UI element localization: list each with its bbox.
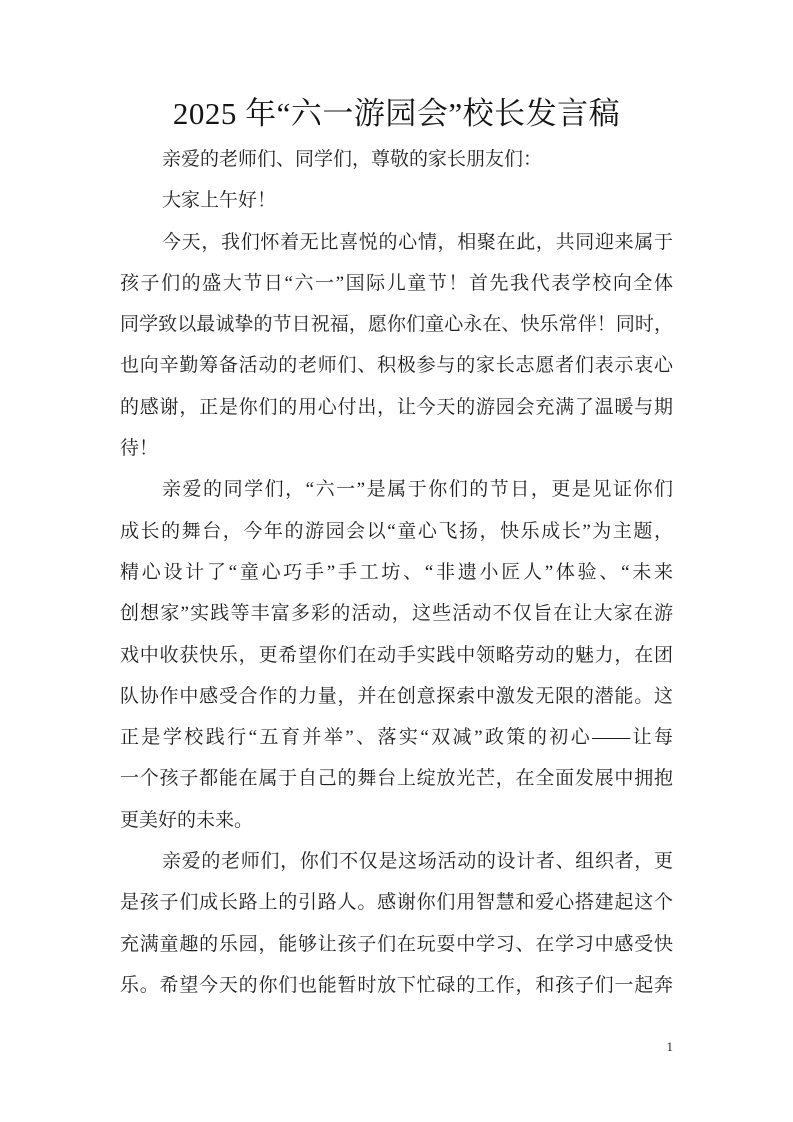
text-line: 乐。希望今天的你们也能暂时放下忙碌的工作，和孩子们一起奔 bbox=[120, 974, 673, 996]
text-line: 大家上午好！ bbox=[162, 190, 277, 212]
text-line: 待！ bbox=[120, 438, 159, 460]
text-line: 孩子们的盛大节日“六一”国际儿童节！首先我代表学校向全体 bbox=[120, 272, 673, 294]
text-line: 亲爱的同学们，“六一”是属于你们的节日，更是见证你们 bbox=[162, 479, 673, 501]
text-line: 充满童趣的乐园，能够让孩子们在玩耍中学习、在学习中感受快 bbox=[120, 933, 673, 955]
document-content bbox=[120, 88, 673, 1006]
text-line: 创想家”实践等丰富多彩的活动，这些活动不仅旨在让大家在游 bbox=[120, 603, 673, 625]
text-line: 正是学校践行“五育并举”、落实“双减”政策的初心——让每 bbox=[120, 727, 673, 749]
text-line: 队协作中感受合作的力量，并在创意探索中激发无限的潜能。这 bbox=[120, 685, 673, 707]
text-line: 精心设计了“童心巧手”手工坊、“非遗小匠人”体验、“未来 bbox=[120, 561, 673, 583]
text-line: 亲爱的老师们，你们不仅是这场活动的设计者、组织者，更 bbox=[162, 851, 673, 873]
text-line: 成长的舞台，今年的游园会以“童心飞扬，快乐成长”为主题， bbox=[120, 520, 673, 542]
text-line: 今天，我们怀着无比喜悦的心情，相聚在此，共同迎来属于 bbox=[162, 231, 673, 253]
page-number: 1 bbox=[666, 1039, 673, 1054]
text-line: 亲爱的老师们、同学们，尊敬的家长朋友们： bbox=[162, 149, 543, 170]
text-line: 的感谢，正是你们的用心付出，让今天的游园会充满了温暖与期 bbox=[120, 396, 673, 418]
text-line: 更美好的未来。 bbox=[120, 809, 254, 831]
text-line: 是孩子们成长路上的引路人。感谢你们用智慧和爱心搭建起这个 bbox=[120, 892, 673, 914]
text-line: 一个孩子都能在属于自己的舞台上绽放光芒，在全面发展中拥抱 bbox=[120, 768, 673, 790]
text-line: 戏中收获快乐，更希望你们在动手实践中领略劳动的魅力，在团 bbox=[120, 644, 673, 666]
text-line: 也向辛勤筹备活动的老师们、积极参与的家长志愿者们表示衷心 bbox=[120, 355, 673, 377]
document-title: 2025 年“六一游园会”校长发言稿 bbox=[172, 96, 621, 131]
document-body bbox=[120, 139, 673, 1006]
text-line: 同学致以最诚挚的节日祝福，愿你们童心永在、快乐常伴！同时， bbox=[120, 314, 673, 336]
